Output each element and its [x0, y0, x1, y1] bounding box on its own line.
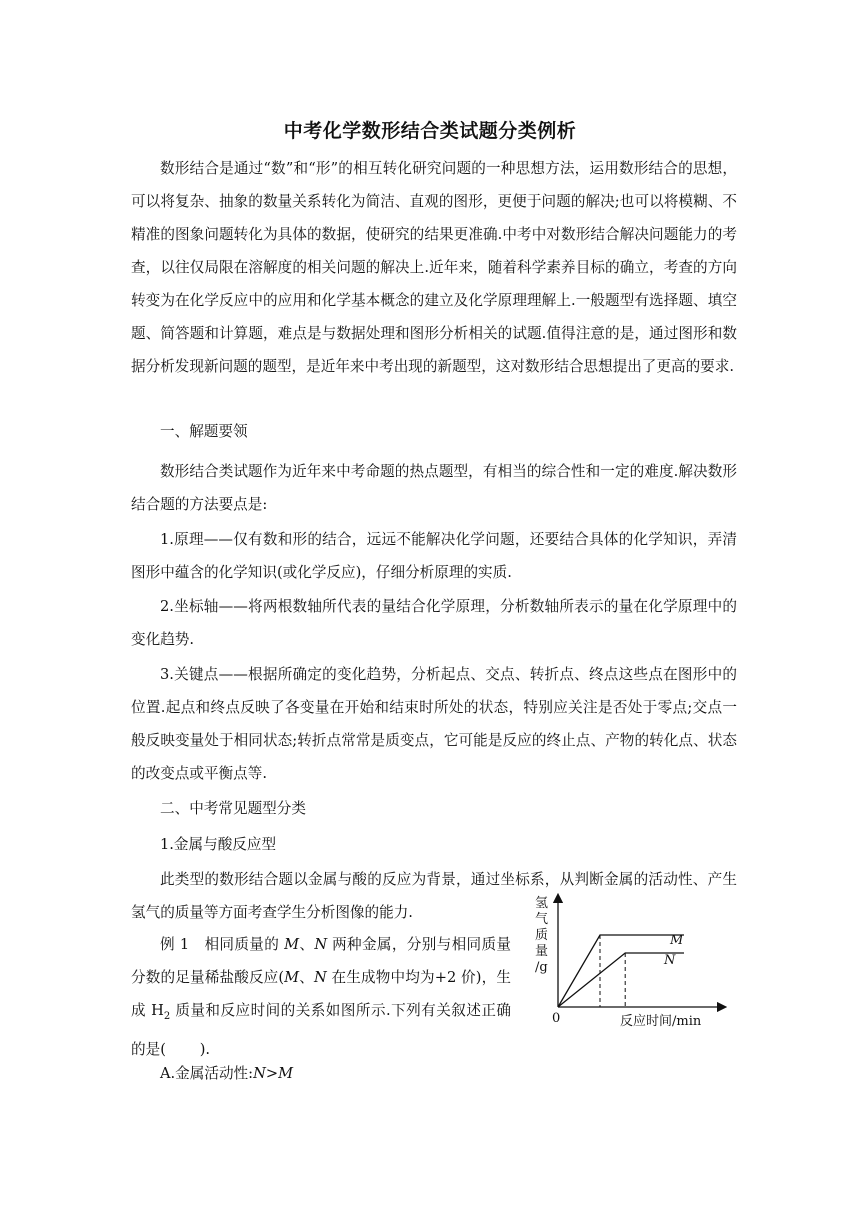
series-label-m: M	[670, 933, 684, 948]
example-1-question	[131, 928, 511, 1066]
example-text: 例 1 相同质量的	[160, 936, 285, 953]
chart-svg	[530, 892, 730, 1032]
example-text: 质量和反应时间的关系如图所示.下列有关叙述正确的是( ).	[131, 1002, 511, 1058]
subsection1-intro: 此类型的数形结合题以金属与酸的反应为背景，通过坐标系，从判断金属的活动性、产生氢气的质量等方面考查学生分析图像的能力.	[131, 871, 737, 921]
point-3: 3.关键点——根据所确定的变化趋势，分析起点、交点、转折点、终点这些点在图形中的位置.起点和终点反映了各变量在开始和结束时所处的状态，特别应关注是否处于零点;交点一般反映变量处于相同状态;转折点常常是质变点，它可能是反应的终止点、产物的转化点、状态的改变点或平衡点等.	[131, 666, 737, 782]
option-a-prefix: A.金属活动性:	[160, 1065, 254, 1082]
origin-label: 0	[552, 1011, 561, 1026]
separator: 、	[299, 969, 314, 986]
section1-heading: 一、解题要领	[160, 423, 248, 440]
example-text: 在生成物中均为+2 价)，生成 H	[131, 969, 511, 1019]
series-line-m	[558, 935, 684, 1007]
metal-n: N	[313, 969, 327, 986]
x-axis-label: 反应时间/min	[620, 1014, 702, 1029]
metal-m: M	[284, 969, 300, 986]
hydrogen-mass-chart	[530, 892, 730, 1032]
page-title: 中考化学数形结合类试题分类例析	[283, 120, 577, 142]
point-2: 2.坐标轴——将两根数轴所代表的量结合化学原理，分析数轴所表示的量在化学原理中的变化趋势.	[131, 598, 737, 648]
y-axis-label-2: 气	[535, 912, 549, 927]
y-axis-label-3: 质	[535, 928, 549, 943]
metal-n: N	[314, 936, 328, 953]
y-axis-label-5: /g	[535, 960, 548, 975]
example-text: 两种金属，分别与相同质量分数的足量稀盐酸反应(	[131, 936, 511, 986]
y-axis-label-1: 氢	[535, 896, 549, 911]
option-a	[131, 1057, 737, 1090]
option-a-expr: N>M	[253, 1065, 294, 1082]
y-axis-label-4: 量	[535, 944, 549, 959]
metal-m: M	[284, 936, 300, 953]
section1-intro: 数形结合类试题作为近年来中考命题的热点题型，有相当的综合性和一定的难度.解决数形结合题的方法要点是:	[131, 463, 737, 513]
series-layer	[558, 935, 684, 1007]
section2-heading: 二、中考常见题型分类	[160, 800, 306, 817]
point-1: 1.原理——仅有数和形的结合，远远不能解决化学问题，还要结合具体的化学知识，弄清图形中蕴含的化学知识(或化学反应)，仔细分析原理的实质.	[131, 531, 737, 581]
separator: 、	[299, 936, 315, 953]
subscript: 2	[163, 1010, 171, 1022]
intro-paragraph: 数形结合是通过“数”和“形”的相互转化研究问题的一种思想方法，运用数形结合的思想，可以将复杂、抽象的数量关系转化为简洁、直观的图形，更便于问题的解决;也可以将模糊、不精准的图象问题转化为具体的数据，使研究的结果更准确.中考中对数形结合解决问题能力的考查，以往仅局限在溶解度的相关问题的解决上.近年来，随着科学素养目标的确立，考查的方向转变为在化学反应中的应用和化学基本概念的建立及化学原理理解上.一般题型有选择题、填空题、简答题和计算题，难点是与数据处理和图形分析相关的试题.值得注意的是，通过图形和数据分析发现新问题的题型，是近年来中考出现的新题型，这对数形结合思想提出了更高的要求.	[131, 160, 737, 375]
series-label-n: N	[664, 953, 676, 968]
subsection1-heading: 1.金属与酸反应型	[160, 836, 277, 853]
